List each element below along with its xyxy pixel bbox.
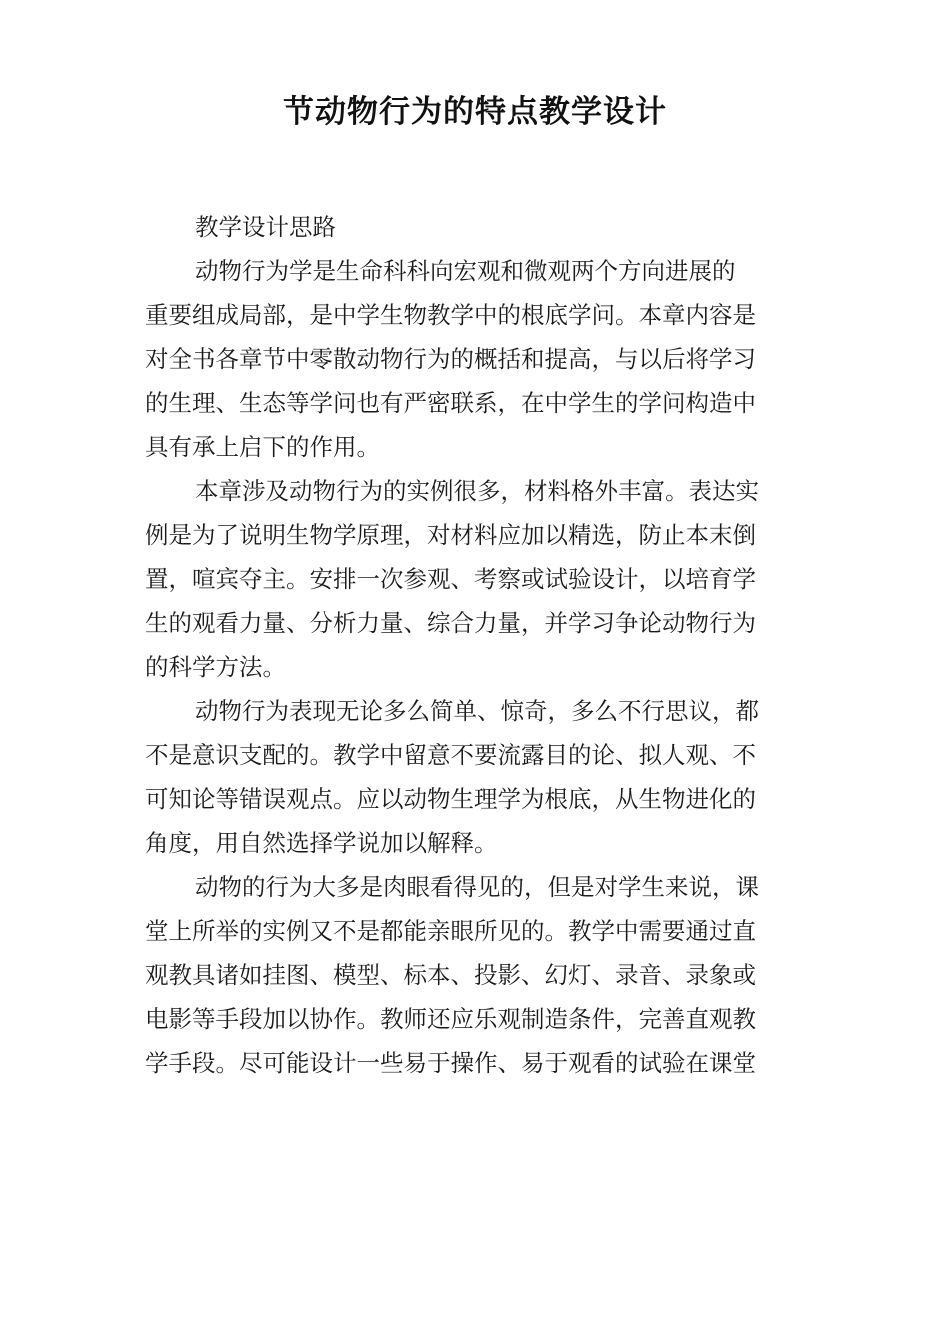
document-body — [145, 205, 807, 1085]
text-line: 置，喧宾夺主。安排一次参观、考察或试验设计，以培育学 — [145, 565, 756, 593]
text-line: 动物行为学是生命科科向宏观和微观两个方向进展的 — [195, 257, 736, 285]
text-line: 观教具诸如挂图、模型、标本、投影、幻灯、录音、录象或 — [145, 961, 756, 989]
text-line: 堂上所举的实例又不是都能亲眼所见的。教学中需要通过直 — [145, 917, 756, 945]
text-line: 的科学方法。 — [145, 653, 286, 681]
text-line: 本章涉及动物行为的实例很多，材料格外丰富。表达实 — [195, 477, 759, 505]
text-line: 电影等手段加以协作。教师还应乐观制造条件，完善直观教 — [145, 1005, 756, 1033]
document-title: 节动物行为的特点教学设计 — [283, 94, 667, 130]
text-line: 重要组成局部，是中学生物教学中的根底学问。本章内容是 — [145, 301, 756, 329]
paragraph — [145, 249, 807, 469]
text-line: 对全书各章节中零散动物行为的概括和提高，与以后将学习 — [145, 345, 756, 373]
text-line: 的生理、生态等学问也有严密联系，在中学生的学问构造中 — [145, 389, 756, 417]
text-line: 动物的行为大多是肉眼看得见的，但是对学生来说，课 — [195, 873, 759, 901]
text-line: 例是为了说明生物学原理，对材料应加以精选，防止本末倒 — [145, 521, 756, 549]
text-line: 角度，用自然选择学说加以解释。 — [145, 829, 498, 857]
paragraph — [145, 865, 807, 1085]
text-line: 学手段。尽可能设计一些易于操作、易于观看的试验在课堂 — [145, 1049, 756, 1077]
paragraph — [145, 469, 807, 689]
text-line: 生的观看力量、分析力量、综合力量，并学习争论动物行为 — [145, 609, 756, 637]
section-heading: 教学设计思路 — [195, 213, 336, 241]
text-line: 可知论等错误观点。应以动物生理学为根底，从生物进化的 — [145, 785, 756, 813]
text-line: 动物行为表现无论多么简单、惊奇，多么不行思议，都 — [195, 697, 759, 725]
text-line: 不是意识支配的。教学中留意不要流露目的论、拟人观、不 — [145, 741, 756, 769]
paragraph — [145, 689, 807, 865]
text-line: 具有承上启下的作用。 — [145, 433, 380, 461]
